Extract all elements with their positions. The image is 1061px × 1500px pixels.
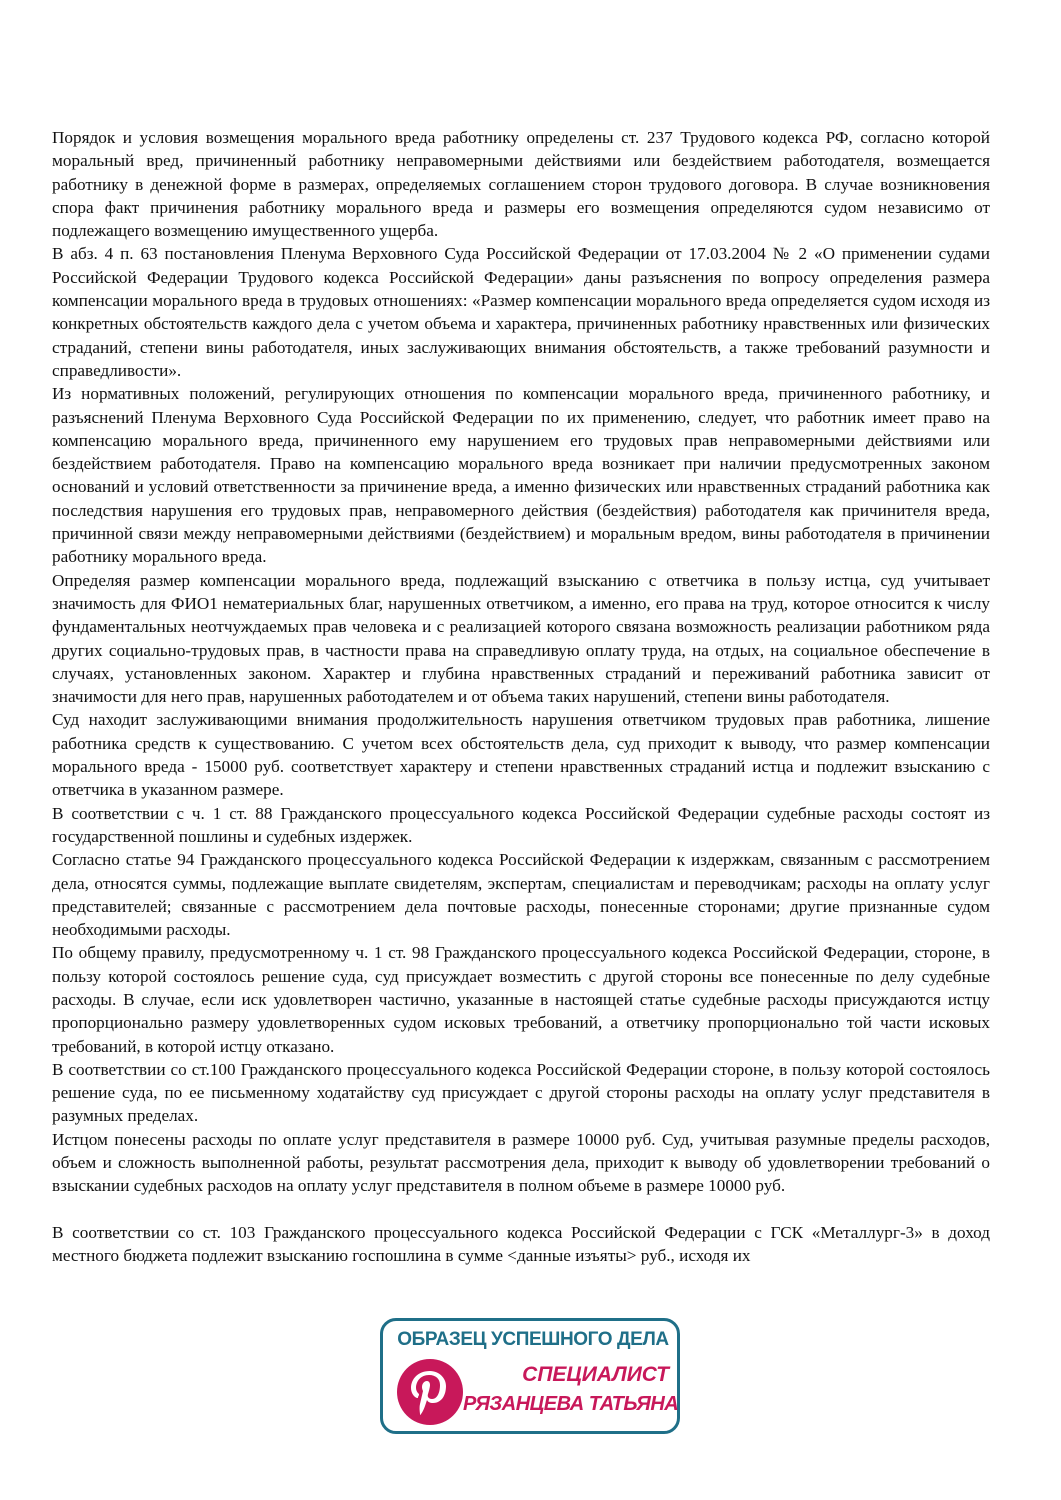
stamp-name: РЯЗАНЦЕВА ТАТЬЯНА bbox=[463, 1393, 679, 1415]
document-body bbox=[52, 126, 990, 1267]
paragraph-article-100: В соответствии со ст.100 Гражданского процессуального кодекса Российской Федерации стороне, в пользу которой состоялось решение суда, по ее письменному ходатайству суд присуждает с другой стороны расходы на оплату услуг представителя в разумных пределах. bbox=[52, 1059, 990, 1126]
paragraph-article-88: В соответствии с ч. 1 ст. 88 Гражданского процессуального кодекса Российской Федерации судебные расходы состоят из государственной пошлины и судебных издержек. bbox=[52, 803, 990, 846]
pinterest-icon bbox=[397, 1359, 463, 1425]
paragraph-article-94: Согласно статье 94 Гражданского процессуального кодекса Российской Федерации к издержкам, связанным с рассмотрением дела, относятся суммы, подлежащие выплате свидетелям, экспертам, специалистам и переводчикам; расходы на оплату услуг представителей; связанные с рассмотрением дела почтовые расходы, понесенные сторонами; другие признанные судом необходимыми расходы. bbox=[52, 850, 990, 940]
watermark-stamp bbox=[380, 1318, 680, 1434]
paragraph-representative-costs: Истцом понесены расходы по оплате услуг представителя в размере 10000 руб. Суд, учитывая разумные пределы расходов, объем и сложность выполненной работы, результат рассмотрения дела, приходит к выводу об удовлетворении требований о взыскании судебных расходов на оплату услуг представителя в полном объеме в размере 10000 руб. bbox=[52, 1129, 990, 1196]
paragraph-moral-damage-order: Порядок и условия возмещения морального вреда работнику определены ст. 237 Трудового кодекса РФ, согласно которой моральный вред, причиненный работнику неправомерными действиями или бездействием работодателя, возмещается работнику в денежной форме в размерах, определяемых соглашением сторон трудового договора. В случае возникновения спора факт причинения работнику морального вреда и размеры его возмещения определяются судом независимо от подлежащего возмещению имущественного ущерба. bbox=[52, 128, 990, 241]
paragraph-normative-provisions: Из нормативных положений, регулирующих отношения по компенсации морального вреда, причиненного работнику, и разъяснений Пленума Верховного Суда Российской Федерации по их применению, следует, что работник имеет право на компенсацию морального вреда, причиненного ему нарушением его трудовых прав неправомерными действиями или бездействием работодателя. Право на компенсацию морального вреда возникает при наличии предусмотренных законом оснований и условий ответственности за причинение вреда, а именно физических или нравственных страданий работника как последствия нарушения его трудовых прав, неправомерного действия (бездействия) работодателя как причинителя вреда, причинной связи между неправомерными действиями (бездействием) и моральным вредом, вины работодателя в причинении работнику морального вреда. bbox=[52, 384, 990, 567]
paragraph-article-98: По общему правилу, предусмотренному ч. 1 ст. 98 Гражданского процессуального кодекса Российской Федерации, стороне, в пользу которой состоялось решение суда, суд присуждает возместить с другой стороны все понесенные по делу судебные расходы. В случае, если иск удовлетворен частично, указанные в настоящей статье судебные расходы присуждаются истцу пропорционально размеру удовлетворенных судом исковых требований, а ответчику пропорционально той части исковых требований, в которой истцу отказано. bbox=[52, 943, 990, 1056]
paragraph-article-103: В соответствии со ст. 103 Гражданского процессуального кодекса Российской Федерации с ГСК «Металлург-3» в доход местного бюджета подлежит взысканию госпошлина в сумме <данные изъяты> руб., исходя их bbox=[52, 1222, 990, 1265]
paragraph-court-conclusion: Суд находит заслуживающими внимания продолжительность нарушения ответчиком трудовых прав работника, лишение работника средств к существованию. С учетом всех обстоятельств дела, суд приходит к выводу, что размер компенсации морального вреда - 15000 руб. соответствует характеру и степени нравственных страданий истца и подлежит взысканию с ответчика в указанном размере. bbox=[52, 710, 990, 800]
stamp-specialist: СПЕЦИАЛИСТ bbox=[522, 1363, 669, 1386]
paragraph-compensation-amount: Определяя размер компенсации морального вреда, подлежащий взысканию с ответчика в пользу истца, суд учитывает значимость для ФИО1 нематериальных благ, нарушенных ответчиком, а именно, его права на труд, которое относится к числу фундаментальных неотчуждаемых прав человека и с реализацией которого связана возможность реализации работником ряда других социально-трудовых прав, в частности права на справедливую оплату труда, на отдых, на социальное обеспечение в случаях, установленных законом. Характер и глубина нравственных страданий и переживаний работника зависит от значимости для него прав, нарушенных работодателем и от объема таких нарушений, степени вины работодателя. bbox=[52, 570, 990, 707]
paragraph-plenum-clarification: В абз. 4 п. 63 постановления Пленума Верховного Суда Российской Федерации от 17.03.2004 № 2 «О применении судами Российской Федерации Трудового кодекса Российской Федерации» даны разъяснения по вопросу определения размера компенсации морального вреда в трудовых отношениях: «Размер компенсации морального вреда определяется судом исходя из конкретных обстоятельств каждого дела с учетом объема и характера, причиненных работнику нравственных или физических страданий, степени вины работодателя, иных заслуживающих внимания обстоятельств, а также требований разумности и справедливости». bbox=[52, 244, 990, 380]
stamp-title: ОБРАЗЕЦ УСПЕШНОГО ДЕЛА bbox=[397, 1329, 669, 1350]
